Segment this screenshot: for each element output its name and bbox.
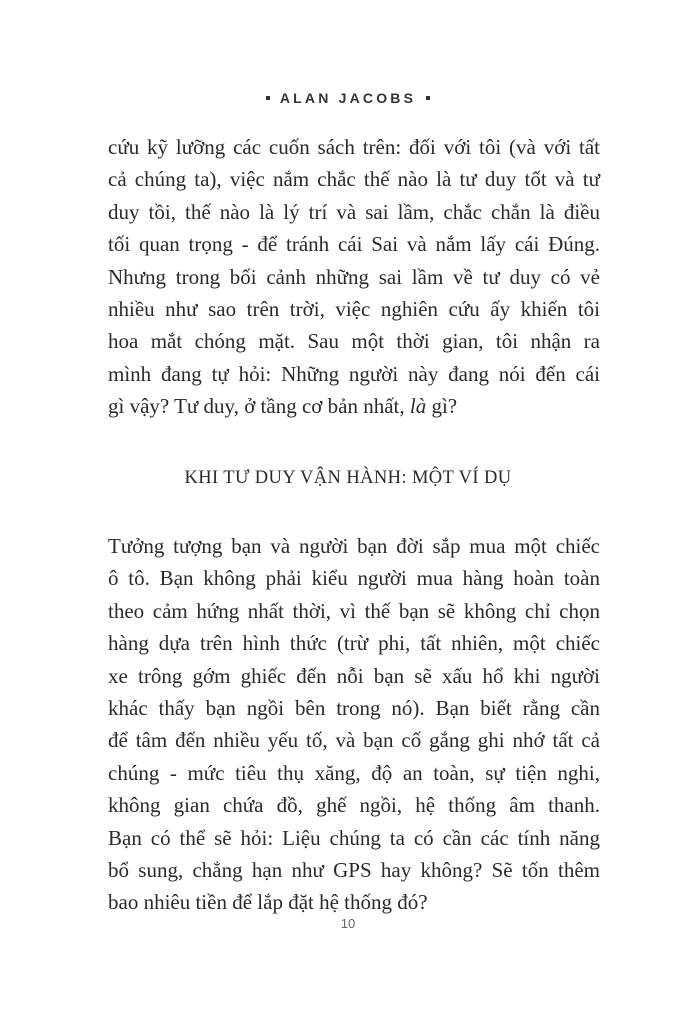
paragraph-line: để tâm đến nhiều yếu tố, và bạn cố gắng ghi nhớ tất cả <box>108 728 600 753</box>
paragraph-last-line <box>108 390 600 422</box>
paragraph-line: Bạn có thể sẽ hỏi: Liệu chúng ta có cần các tính năng <box>108 825 600 850</box>
paragraph-line: xe trông gớm ghiếc đến nỗi bạn sẽ xấu hổ khi người <box>108 663 600 688</box>
paragraph-line: ô tô. Bạn không phải kiểu người mua hàng hoàn toàn <box>108 566 600 591</box>
paragraph-line: Nhưng trong bối cảnh những sai lầm về tư duy có vẻ <box>108 264 600 289</box>
paragraph-line: bổ sung, chẳng hạn như GPS hay không? Sẽ tốn thêm <box>108 857 600 882</box>
header-bullet-left <box>266 96 270 100</box>
paragraph-line: cả chúng ta), việc nắm chắc thế nào là tư duy tốt và tư <box>108 167 600 192</box>
paragraph-line: hoa mắt chóng mặt. Sau một thời gian, tôi nhận ra <box>108 329 600 354</box>
paragraph-line: hàng dựa trên hình thức (trừ phi, tất nhiên, một chiếc <box>108 631 600 656</box>
page-number: 10 <box>340 916 356 931</box>
paragraph-1 <box>108 131 600 423</box>
paragraph-line: duy tồi, thế nào là lý trí và sai lầm, chắc chắn là điều <box>108 199 600 224</box>
paragraph-2 <box>108 530 600 919</box>
paragraph-line: khác thấy bạn ngồi bên trong nó). Bạn biết rằng cần <box>108 695 600 720</box>
paragraph-line: Tưởng tượng bạn và người bạn đời sắp mua một chiếc <box>108 534 600 558</box>
paragraph-line: nhiều như sao trên trời, việc nghiên cứu ấy khiến tôi <box>108 296 600 321</box>
paragraph-last-line: bao nhiêu tiền để lắp đặt hệ thống đó? <box>108 890 428 915</box>
header-author: ALAN JACOBS <box>279 90 417 106</box>
running-header <box>0 90 696 106</box>
last-line-end: gì? <box>426 394 458 419</box>
paragraph-line: theo cảm hứng nhất thời, vì thế bạn sẽ không chỉ chọn <box>108 598 600 623</box>
paragraph-line: mình đang tự hỏi: Những người này đang nói đến cái <box>108 361 600 386</box>
paragraph-line: không gian chứa đồ, ghế ngồi, hệ thống âm thanh. <box>108 793 600 818</box>
header-bullet-right <box>426 96 430 100</box>
italic-emphasis: là <box>409 394 427 419</box>
paragraph-line: chúng - mức tiêu thụ xăng, độ an toàn, sự tiện nghi, <box>108 760 600 785</box>
section-heading: KHI TƯ DUY VẬN HÀNH: MỘT VÍ DỤ <box>184 468 512 488</box>
paragraph-line: cứu kỹ lưỡng các cuốn sách trên: đối với tôi (và với tất <box>108 135 600 159</box>
last-line-text: gì vậy? Tư duy, ở tầng cơ bản nhất, <box>108 394 410 419</box>
paragraph-line: tối quan trọng - để tránh cái Sai và nắm lấy cái Đúng. <box>108 232 600 257</box>
